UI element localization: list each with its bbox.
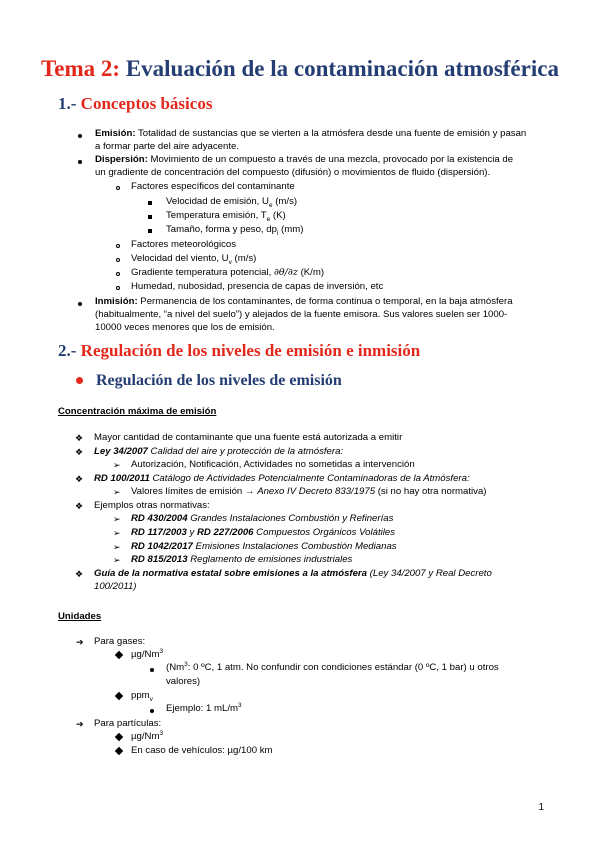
bullet-diamond <box>115 747 123 755</box>
bullet-disc <box>150 668 154 672</box>
bullet-diamond <box>115 692 123 700</box>
item-mayor-cantidad: Mayor cantidad de contaminante que una fuente está autorizada a emitir <box>94 432 403 443</box>
factores-meteorologicos: Factores meteorológicos <box>131 239 237 250</box>
tamano-forma-peso: Tamaño, forma y peso, $dp_i$ (mm) <box>166 224 304 237</box>
section-1-heading: 1.- Conceptos básicos <box>58 94 213 113</box>
subsection-heading: Regulación de los niveles de emisión <box>96 372 342 390</box>
bullet-disc <box>78 160 82 164</box>
inmision-line-3: 10000 veces menores que los de emisión. <box>95 322 275 333</box>
bullet-square <box>148 215 152 219</box>
unidades-heading: Unidades <box>58 611 102 622</box>
bullet-diamond <box>115 651 123 659</box>
item-autorizacion: Autorización, Notificación, Actividades no sometidas a intervención <box>131 459 415 470</box>
bullet-red-dot <box>76 377 83 384</box>
emision-line-1: Emisión: Totalidad de sustancias que se vierten a la atmósfera desde una fuente de emisión y pasan <box>95 128 527 139</box>
bullet-circle <box>116 286 120 290</box>
bullet-diamond-outline: ❖ <box>75 447 84 457</box>
bullet-circle <box>116 186 120 190</box>
inmision-line-1: Inmisión: Permanencia de los contaminantes, de forma continua o temporal, en la baja atmósfera <box>95 296 513 307</box>
item-valores-limite: Valores límites de emisión → Anexo IV Decreto 833/1975 (si no hay otra normativa) <box>131 486 487 497</box>
inmision-line-2: (habitualmente, “a nivel del suelo”) y alejados de la fuente emisora. Sus valores suelen ser 1000- <box>95 309 508 320</box>
item-rd-815-2013: RD 815/2013 Reglamento de emisiones industriales <box>131 554 353 565</box>
bullet-square <box>148 229 152 233</box>
bullet-circle <box>116 244 120 248</box>
bullet-disc <box>78 134 82 138</box>
bullet-arrowhead: ➢ <box>113 514 121 524</box>
nm3-note-line-1: (Nm$^3$: 0 ºC, 1 atm. No confundir con condiciones estándar (0 ºC, 1 bar) u otros <box>166 660 499 673</box>
bullet-diamond <box>115 733 123 741</box>
vehiculos: En caso de vehículos: µg/100 km <box>131 745 273 756</box>
bullet-diamond-outline: ❖ <box>75 501 84 511</box>
item-rd-117-2003: RD 117/2003 y RD 227/2006 Compuestos Orgánicos Volátiles <box>131 527 395 538</box>
bullet-circle <box>116 258 120 262</box>
gradiente-temperatura: Gradiente temperatura potencial, ∂θ/∂z (K/m) <box>131 267 325 278</box>
item-rd-100-2011: RD 100/2011 Catálogo de Actividades Potencialmente Contaminadoras de la Atmósfera: <box>94 473 470 484</box>
dispersion-line-1: Dispersión: Movimiento de un compuesto a través de una mezcla, provocado por la existencia de <box>95 154 514 165</box>
velocidad-viento: Velocidad del viento, $U_v$ (m/s) <box>131 253 257 266</box>
ejemplo-ml-m3: Ejemplo: 1 $mL/m^3$ <box>166 701 242 714</box>
bullet-disc <box>78 302 82 306</box>
dispersion-line-2: un gradiente de concentración del compuesto (difusión) o movimientos de fluido (dispersión). <box>95 167 491 178</box>
bullet-arrowhead: ➢ <box>113 528 121 538</box>
bullet-square <box>148 201 152 205</box>
ug-nm3: µg/Nm$^3$ <box>131 647 164 660</box>
bullet-arrowhead: ➢ <box>113 460 121 470</box>
page-number: 1 <box>538 802 544 813</box>
item-ejemplos: Ejemplos otras normativas: <box>94 500 210 511</box>
bullet-arrow: ➔ <box>76 719 84 729</box>
item-rd-430-2004: RD 430/2004 Grandes Instalaciones Combustión y Refinerías <box>131 513 394 524</box>
bullet-arrowhead: ➢ <box>113 542 121 552</box>
bullet-diamond-outline: ❖ <box>75 433 84 443</box>
bullet-circle <box>116 272 120 276</box>
nm3-note-line-2: valores) <box>166 676 201 687</box>
bullet-diamond-outline: ❖ <box>75 474 84 484</box>
concentracion-heading: Concentración máxima de emisión <box>58 406 217 417</box>
item-rd-1042-2017: RD 1042/2017 Emisiones Instalaciones Combustión Medianas <box>131 541 397 552</box>
bullet-disc <box>150 709 154 713</box>
ug-nm3-particulas: µg/Nm$^3$ <box>131 729 164 742</box>
item-guia-line-2: 100/2011) <box>94 581 137 592</box>
para-gases: Para gases: <box>94 636 146 647</box>
temperatura-emision: Temperatura emisión, $T_e$ (K) <box>166 210 286 223</box>
ppmv: ppm$_v$ <box>131 690 153 703</box>
item-guia-line-1: Guía de la normativa estatal sobre emisiones a la atmósfera (Ley 34/2007 y Real Decreto <box>94 568 492 579</box>
factores-especificos: Factores específicos del contaminante <box>131 181 295 192</box>
emision-line-2: a formar parte del aire adyacente. <box>95 141 239 152</box>
item-ley-34-2007: Ley 34/2007 Calidad del aire y protección de la atmósfera: <box>94 446 344 457</box>
bullet-arrowhead: ➢ <box>113 555 121 565</box>
document-title: Tema 2: Evaluación de la contaminación atmosférica <box>41 56 559 81</box>
bullet-arrow: ➔ <box>76 637 84 647</box>
section-2-heading: 2.- Regulación de los niveles de emisión e inmisión <box>58 341 421 360</box>
velocidad-emision: Velocidad de emisión, $U_e$ (m/s) <box>166 196 298 209</box>
bullet-diamond-outline: ❖ <box>75 569 84 579</box>
bullet-arrowhead: ➢ <box>113 487 121 497</box>
para-particulas: Para partículas: <box>94 718 162 729</box>
humedad-nubosidad: Humedad, nubosidad, presencia de capas de inversión, etc <box>131 281 384 292</box>
